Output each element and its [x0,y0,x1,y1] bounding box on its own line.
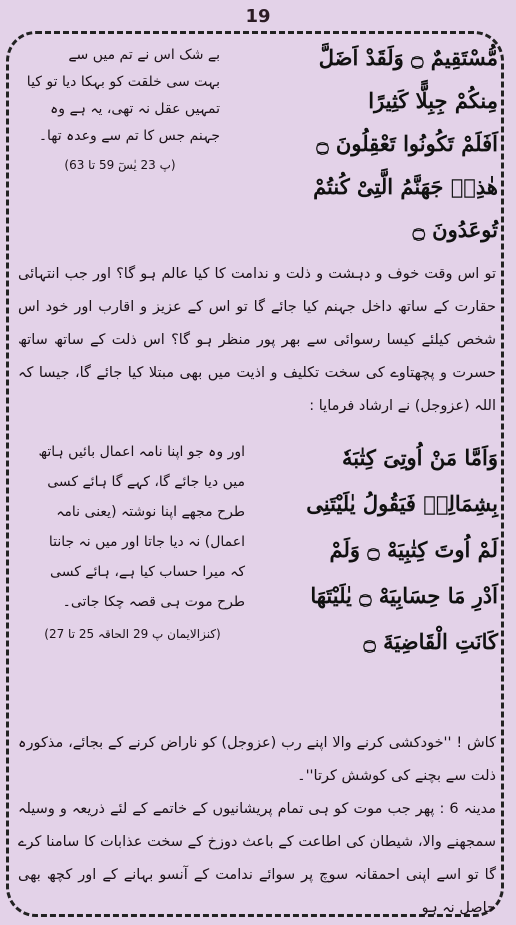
arabic-verse-2 [248,435,498,665]
arabic-line: تُوعَدُونَ ۝ [412,217,498,242]
arabic-line: وَاَمَّا مَنْ اُوتِىَ كِتٰبَهٗ [341,445,498,470]
arabic-verse-1 [236,36,498,251]
translation-line: کہ میرا حساب کیا ہے، ہائے کسی [50,564,245,580]
translation-1 [20,42,220,179]
paragraph-3: مدینہ 6 : پھر جب موت کو ہی تمام پریشانیوں کے خاتمے کے لئے ذریعہ و وسیلہ سمجھنے والا، شیطان کی اطاعت کے باعث دوزخ کے سخت عذابات کا سامنا کرے گا تو اسے اپنی احمقانہ سوچ پر سوائے ندامت کے آنسو بہانے کے اور کچھ بھی حاصل نہ ہو [18,801,496,916]
translation-line: تمہیں عقل نہ تھی، یہ ہے وہ [50,101,220,117]
quran-verse-block-1 [14,36,500,258]
translation-line: بہت سی خلقت کو بہکا دیا تو کیا [26,74,220,90]
translation-line: طرح موت ہی قصہ چکا جاتی۔ [62,594,245,610]
page-number: 19 [245,6,271,27]
translation-line: اور وہ جو اپنا نامہ اعمال بائیں ہاتھ [38,444,245,460]
translation-line: بے شک اس نے تم میں سے [68,47,220,63]
verse-reference-2: (کنزالایمان پ 29 الحاقہ 25 تا 27) [44,627,221,641]
translation-line: میں دیا جائے گا، کہے گا ہائے کسی [47,474,245,490]
arabic-line: مِنكُمْ جِبِلًّا كَثِيرًا [368,88,498,113]
paragraph-2: کاش ! ''خودکشی کرنے والا اپنے رب (عزوجل) کو ناراض کرنے کے بجائے، مذکورہ ذلت سے بچنے کی کوشش کرتا''۔ [18,735,496,784]
translation-line: اعمال) نہ دیا جاتا اور میں نہ جانتا [48,534,245,550]
translation-2 [20,437,245,649]
arabic-line: هٰذِهٖ جَهَنَّمُ الَّتِىْ كُنتُمْ [313,174,498,199]
page-content [14,36,500,925]
arabic-line: اَفَلَمْ تَكُونُوا تَعْقِلُونَ ۝ [316,131,498,156]
arabic-line: بِشِمَالِهٖ فَيَقُولُ يٰلَيْتَنِى [306,491,498,516]
arabic-line: كَانَتِ الْقَاضِيَةَ ۝ [363,629,498,654]
verse-reference-1: (پ 23 یٰسٓ 59 تا 63) [64,158,176,172]
translation-line: طرح مجھے اپنا نوشتہ (یعنی نامہ [56,504,245,520]
quran-verse-block-2 [14,423,500,723]
translation-line: جہنم جس کا تم سے وعدہ تھا۔ [38,128,220,144]
arabic-line: اَدْرِ مَا حِسَابِيَهْ ۝ يٰلَيْتَهَا [310,583,498,608]
arabic-line: لَمْ اُوتَ كِتٰبِيَهْ ۝ وَلَمْ [329,537,498,562]
arabic-line: مُّسْتَقِيمٌ ۝ وَلَقَدْ اَضَلَّ [318,45,498,70]
paragraph-1: تو اس وقت خوف و دہشت و ذلت و ندامت کا کیا عالم ہو گا؟ اور جب انتہائی حقارت کے ساتھ داخل جہنم کیا جائے گا تو اس کے عزیز و اقارب اور خود اس شخص کیلئے کیسا رسوائی سے بھر پور منظر ہو گا؟ اس ذلت کے ساتھ ساتھ حسرت و پچھتاوے کی سخت تکلیف و اذیت میں بھی مبتلا کیا جائے گا، جیسا کہ اللہ (عزوجل) نے ارشاد فرمایا : [18,266,496,414]
